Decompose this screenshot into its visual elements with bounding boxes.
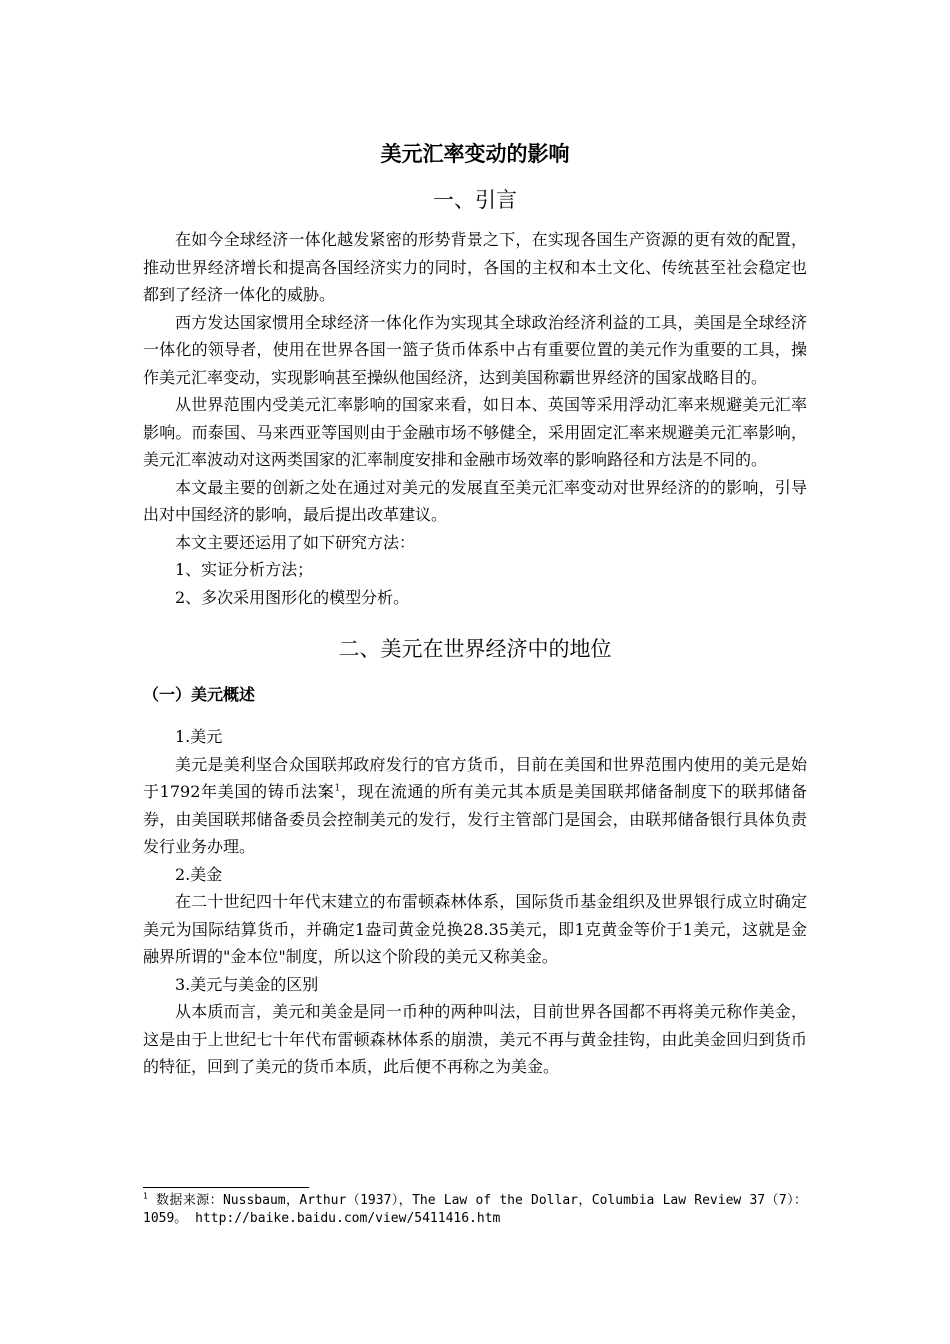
paragraph: 本文最主要的创新之处在通过对美元的发展直至美元汇率变动对世界经济的的影响，引导出对中国经济的影响，最后提出改革建议。 [143,477,807,524]
footnote-reference[interactable]: 1 [334,783,341,794]
item-label-difference: 3.美元与美金的区别 [175,974,319,994]
item-label-dollar: 1.美元 [175,727,223,746]
paragraph-difference: 从本质而言，美元和美金是同一币种的两种叫法，目前世界各国都不再将美元称作美金，这是由于上世纪七十年代布雷顿森林体系的崩溃，美元不再与黄金挂钩，由此美金回归到货币的特征，回到了美元的货币本质，此后便不再称之为美金。 [143,1002,807,1076]
section-heading-introduction: 一、引言 [433,188,517,212]
paragraph-dollar [143,751,807,861]
paragraph: 西方发达国家惯用全球经济一体化作为实现其全球政治经济利益的工具，美国是全球经济一体化的领导者，使用在世界各国一篮子货币体系中占有重要位置的美元作为重要的工具，操作美元汇率变动，实现影响甚至操纵他国经济，达到美国称霸世界经济的国家战略目的。 [143,312,807,387]
document-title: 美元汇率变动的影响 [380,142,570,166]
paragraph-meijin: 在二十世纪四十年代末建立的布雷顿森林体系，国际货币基金组织及世界银行成立时确定美元为国际结算货币，并确定1盎司黄金兑换28.35美元，即1克黄金等价于1美元，这就是金融界所谓的"金本位"制度，所以这个阶段的美元又称美金。 [143,892,807,966]
list-item-method: 2、多次采用图形化的模型分析。 [175,587,410,607]
list-item-method: 1、实证分析方法； [175,560,314,579]
footnote-separator [143,1187,309,1188]
footnote-area [143,1187,807,1228]
footnote-text: 数据来源：Nussbaum，Arthur（1937），The Law of the Dollar，Columbia Law Review 37（7）：1059。 http://baike.baidu.com/view/5411416.htm [143,1193,807,1226]
item-label-meijin: 2.美金 [175,864,223,884]
footnote-mark: 1 [143,1191,148,1201]
section-heading-dollar-status: 二、美元在世界经济中的地位 [338,637,612,661]
paragraph: 从世界范围内受美元汇率影响的国家来看，如日本、英国等采用浮动汇率来规避美元汇率影响。而泰国、马来西亚等国则由于金融市场不够健全，采用固定汇率来规避美元汇率影响，美元汇率波动对这两类国家的汇率制度安排和金融市场效率的影响路径和方法是不同的。 [143,395,807,469]
paragraph: 本文主要还运用了如下研究方法： [175,532,416,552]
paragraph-text: ，现在流通的所有美元其本质是美国联邦储备制度下的联邦储备券，由美国联邦储备委员会控制美元的发行，发行主管部门是国会，由联邦储备银行具体负责发行业务办理。 [143,782,807,856]
paragraph-text: 美元是美利坚合众国联邦政府发行的官方货币，目前在美国和世界范围内使用的美元是始于1792年美国的铸币法案 [143,754,807,801]
subsection-heading-overview: （一）美元概述 [143,685,256,704]
footnote [143,1192,807,1228]
paragraph: 在如今全球经济一体化越发紧密的形势背景之下，在实现各国生产资源的更有效的配置，推动世界经济增长和提高各国经济实力的同时，各国的主权和本土文化、传统甚至社会稳定也都到了经济一体化的威胁。 [143,230,807,304]
document-body [143,138,807,1081]
